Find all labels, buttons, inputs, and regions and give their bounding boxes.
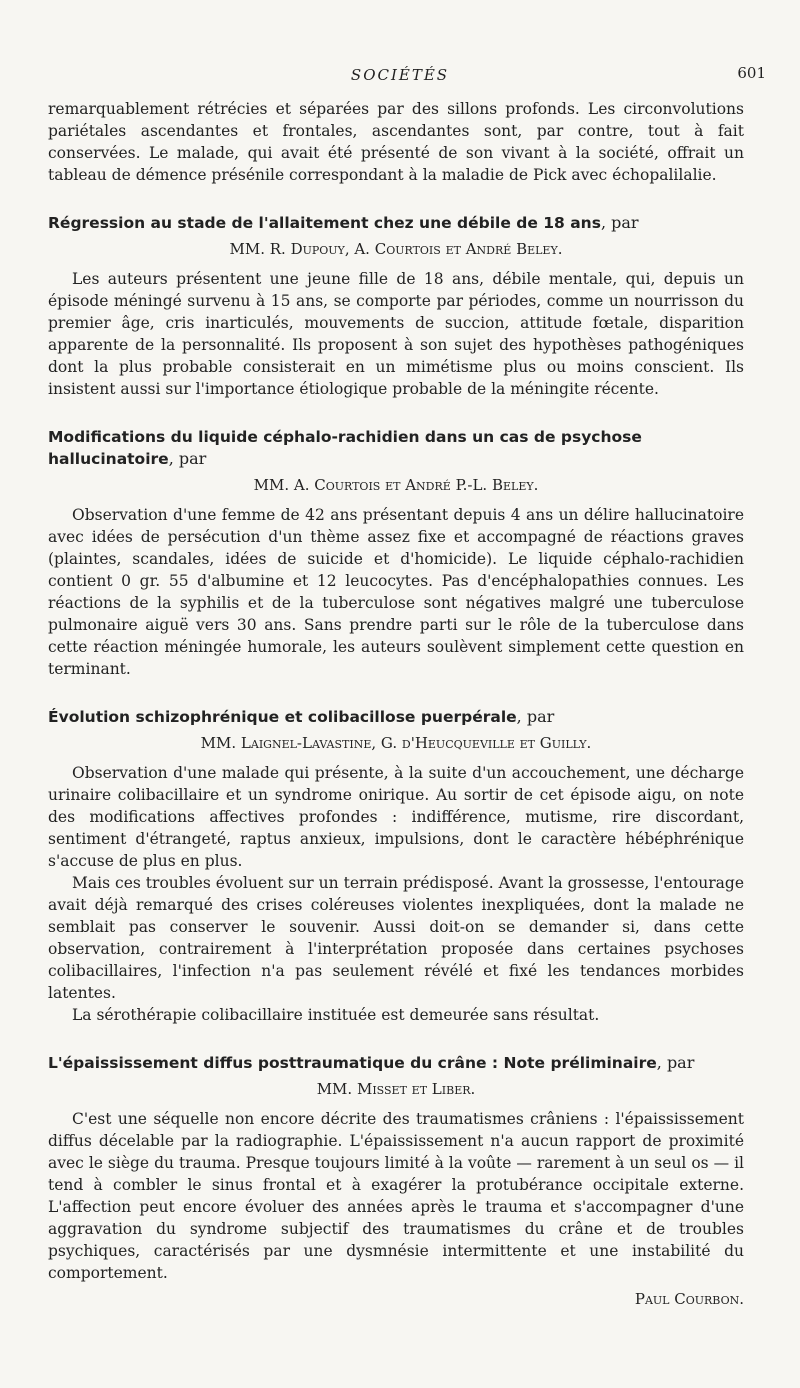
article-title-line	[48, 212, 744, 234]
article	[48, 706, 744, 1026]
byline-prefix: , par	[656, 1053, 695, 1072]
article-paragraph: La sérothérapie colibacillaire instituée est demeurée sans résultat.	[72, 1006, 600, 1024]
article-authors: MM. Misset et Liber.	[316, 1080, 476, 1098]
article-authors: MM. R. Dupouy, A. Courtois et André Beley.	[229, 240, 563, 258]
article-authors: MM. A. Courtois et André P.-L. Beley.	[253, 476, 539, 494]
article-paragraph: Observation d'une femme de 42 ans présentant depuis 4 ans un délire hallucinatoire avec idées de persécution d'un thème assez fixe et accompagné de réactions graves (plaintes, scandales, idées de suicide et d'homicide). Le liquide céphalo-rachidien contient 0 gr. 55 d'albumine et 12 leucocytes. Pas d'encéphalopathies connues. Les réactions de la syphilis et de la tuberculose sont négatives malgré une tuberculose pulmonaire aiguë vers 30 ans. Sans prendre parti sur le rôle de la tuberculose dans cette réaction méningée humorale, les auteurs soulèvent simplement cette question en terminant.	[48, 506, 744, 678]
page-number: 601	[737, 64, 766, 82]
byline-prefix: , par	[600, 213, 639, 232]
article-title-line	[48, 1052, 744, 1074]
article-title-line	[48, 706, 744, 728]
signature: Paul Courbon.	[634, 1290, 744, 1308]
article-paragraph: Mais ces troubles évoluent sur un terrain prédisposé. Avant la grossesse, l'entourage avait déjà remarqué des crises coléreuses violentes inexpliquées, dont la malade ne semblait pas conserver le souvenir. Aussi doit-on se demander si, dans cette observation, contrairement à l'interprétation proposée dans certaines psychoses colibacillaires, l'infection n'a pas seulement révélé et fixé les tendances morbides latentes.	[48, 874, 744, 1002]
running-title: SOCIÉTÉS	[350, 66, 450, 84]
article-paragraph: C'est une séquelle non encore décrite des traumatismes crâniens : l'épaississement diffus décelable par la radiographie. L'épaississement n'a aucun rapport de proximité avec le siège du trauma. Presque toujours limité à la voûte — rarement à un seul os — il tend à combler le sinus frontal et à exagérer la protubérance occipitale externe. L'affection peut encore évoluer des années après le trauma et s'accompagner d'une aggravation du syndrome subjectif des traumatismes du crâne et de troubles psychiques, caractérisés par une dysmnésie intermittente et une instabilité du comportement.	[48, 1110, 744, 1282]
article-title: Évolution schizophrénique et colibacillose puerpérale	[48, 708, 517, 726]
article-paragraph: Observation d'une malade qui présente, à la suite d'un accouchement, une décharge urinaire colibacillaire et un syndrome onirique. Au sortir de cet épisode aigu, on note des modifications affectives profondes : indifférence, mutisme, rire discordant, sentiment d'étrangeté, raptus anxieux, impulsions, dont le caractère hébéphrénique s'accuse de plus en plus.	[48, 764, 744, 870]
article	[48, 426, 744, 680]
article-title: Régression au stade de l'allaitement chez une débile de 18 ans	[48, 214, 601, 232]
article-paragraph: Les auteurs présentent une jeune fille de 18 ans, débile mentale, qui, depuis un épisode méningé survenu à 15 ans, se comporte par périodes, comme un nourrisson du premier âge, cris inarticulés, mouvements de succion, attitude fœtale, disparition apparente de la personnalité. Ils proposent à son sujet des hypothèses pathogéniques dont la plus probable consisterait en un mimétisme plus ou moins conscient. Ils insistent aussi sur l'importance étiologique probable de la méningite récente.	[48, 270, 744, 398]
article-title-line	[48, 426, 744, 470]
article	[48, 212, 744, 400]
article-title: L'épaississement diffus posttraumatique du crâne : Note préliminaire	[48, 1054, 657, 1072]
article-authors: MM. Laignel-Lavastine, G. d'Heucqueville et Guilly.	[200, 734, 592, 752]
intro-paragraph: remarquablement rétrécies et séparées par des sillons profonds. Les circonvolutions pariétales ascendantes et frontales, ascendantes sont, par contre, tout à fait conservées. Le malade, qui avait été présenté de son vivant à la société, offrait un tableau de démence présénile correspondant à la maladie de Pick avec échopalilalie.	[48, 100, 744, 184]
article-title: Modifications du liquide céphalo-rachidien dans un cas de psychose hallucinatoire	[48, 428, 642, 468]
byline-prefix: , par	[516, 707, 555, 726]
byline-prefix: , par	[168, 449, 207, 468]
article	[48, 1052, 744, 1310]
